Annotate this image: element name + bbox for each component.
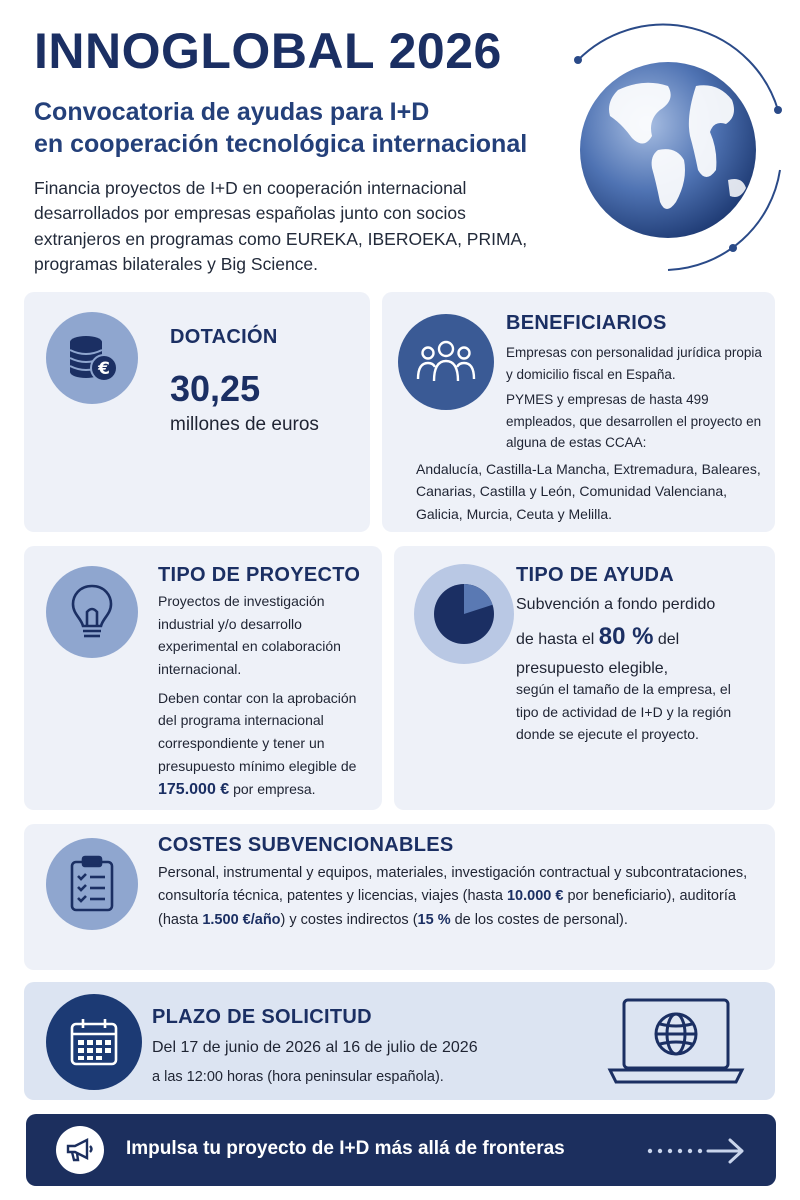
laptop-globe-icon — [606, 996, 746, 1093]
intro-text: Financia proyectos de I+D en cooperación internacional desarrollados por empresas españolas junto con socios extranjeros en programas como EUREKA, IBEROEKA, PRIMA, programas bilaterales y Big Science. — [34, 178, 528, 275]
tipo-ayuda-line-3: presupuesto elegible, — [516, 659, 669, 677]
costes-title: COSTES SUBVENCIONABLES — [158, 834, 454, 856]
pie-chart-icon — [414, 564, 514, 664]
clipboard-checklist-icon — [46, 838, 138, 930]
plazo-title: PLAZO DE SOLICITUD — [152, 1006, 372, 1028]
page-title: INNOGLOBAL 2026 — [34, 23, 502, 79]
svg-text:€: € — [98, 359, 110, 379]
beneficiarios-p1: Empresas con personalidad jurídica propia y domicilio fiscal en España. — [506, 345, 762, 382]
subtitle-line-1: Convocatoria de ayudas para I+D — [34, 98, 430, 126]
people-group-icon — [398, 314, 494, 410]
tipo-proyecto-title: TIPO DE PROYECTO — [158, 564, 361, 586]
tipo-proyecto-p1: Proyectos de investigación industrial y/o desarrollo experimental en colaboración internacional. — [158, 593, 341, 678]
megaphone-icon — [56, 1126, 104, 1174]
beneficiarios-p2: PYMES y empresas de hasta 499 empleados, que desarrollen el proyecto en alguna de estas CCAA: — [506, 392, 762, 451]
tipo-ayuda-title: TIPO DE AYUDA — [516, 564, 675, 586]
plazo-time: a las 12:00 horas (hora peninsular española). — [152, 1069, 444, 1085]
costes-text-4: de los costes de personal). — [450, 911, 628, 928]
costes-text-3: ) y costes indirectos ( — [280, 911, 418, 928]
tipo-ayuda-percentage: 80 % — [598, 622, 654, 650]
subtitle-line-2: en cooperación tecnológica internacional — [34, 130, 528, 158]
tipo-ayuda-line-2 — [516, 618, 766, 656]
costes-text — [158, 862, 758, 932]
coins-euro-icon — [46, 312, 138, 404]
tipo-proyecto-card — [24, 546, 382, 810]
tipo-proyecto-p2 — [158, 687, 370, 804]
tipo-proyecto-p2-pre: Deben contar con la aprobación del programa internacional correspondiente y tener un presupuesto mínimo elegible de — [158, 689, 357, 774]
globe-icon — [548, 20, 788, 280]
tipo-ayuda-highlight — [516, 592, 766, 682]
costes-indirect-pct: 15 % — [417, 911, 451, 928]
plazo-card — [24, 982, 775, 1100]
dotacion-unit: millones de euros — [170, 414, 319, 435]
costes-text-1: Personal, instrumental y equipos, materiales, investigación contractual y subcontrataciones, consultoría técnica, patentes y licencias, viajes (hasta — [158, 865, 748, 905]
dotacion-card — [24, 292, 370, 532]
tipo-ayuda-line-2-post: del — [653, 630, 680, 648]
dotted-arrow-right-icon — [646, 1136, 746, 1171]
costes-text-2: por beneficiario), auditoría (hasta — [158, 888, 736, 928]
tipo-ayuda-line-1: Subvención a fondo perdido — [516, 596, 716, 613]
costes-audit-limit: 1.500 €/año — [202, 911, 281, 928]
dotacion-title: DOTACIÓN — [170, 326, 278, 348]
footer-banner — [26, 1114, 776, 1186]
calendar-icon — [46, 994, 142, 1090]
beneficiarios-title: BENEFICIARIOS — [506, 312, 667, 334]
lightbulb-icon — [46, 566, 138, 658]
tipo-proyecto-p2-post: por empresa. — [229, 781, 316, 798]
tipo-ayuda-line-2-pre: de hasta el — [516, 630, 599, 648]
beneficiarios-ccaa: Andalucía, Castilla-La Mancha, Extremadura, Baleares, Canarias, Castilla y León, Comunidad Valenciana, Galicia, Murcia, Ceuta y Melilla. — [416, 461, 761, 522]
plazo-dates: Del 17 de junio de 2026 al 16 de julio de 2026 — [152, 1039, 478, 1056]
beneficiarios-card — [382, 292, 775, 532]
tipo-ayuda-card — [394, 546, 775, 810]
footer-tagline: Impulsa tu proyecto de I+D más allá de fronteras — [126, 1138, 565, 1159]
costes-card — [24, 824, 775, 970]
tipo-proyecto-min-budget: 175.000 € — [158, 781, 230, 799]
tipo-proyecto-text — [158, 590, 370, 807]
page-subtitle — [34, 96, 594, 160]
dotacion-amount: 30,25 — [170, 368, 261, 409]
tipo-ayuda-conditions: según el tamaño de la empresa, el tipo de actividad de I+D y la región donde se ejecute el proyecto. — [516, 681, 732, 743]
beneficiarios-text-1 — [506, 342, 762, 458]
costes-travel-limit: 10.000 € — [506, 888, 564, 905]
